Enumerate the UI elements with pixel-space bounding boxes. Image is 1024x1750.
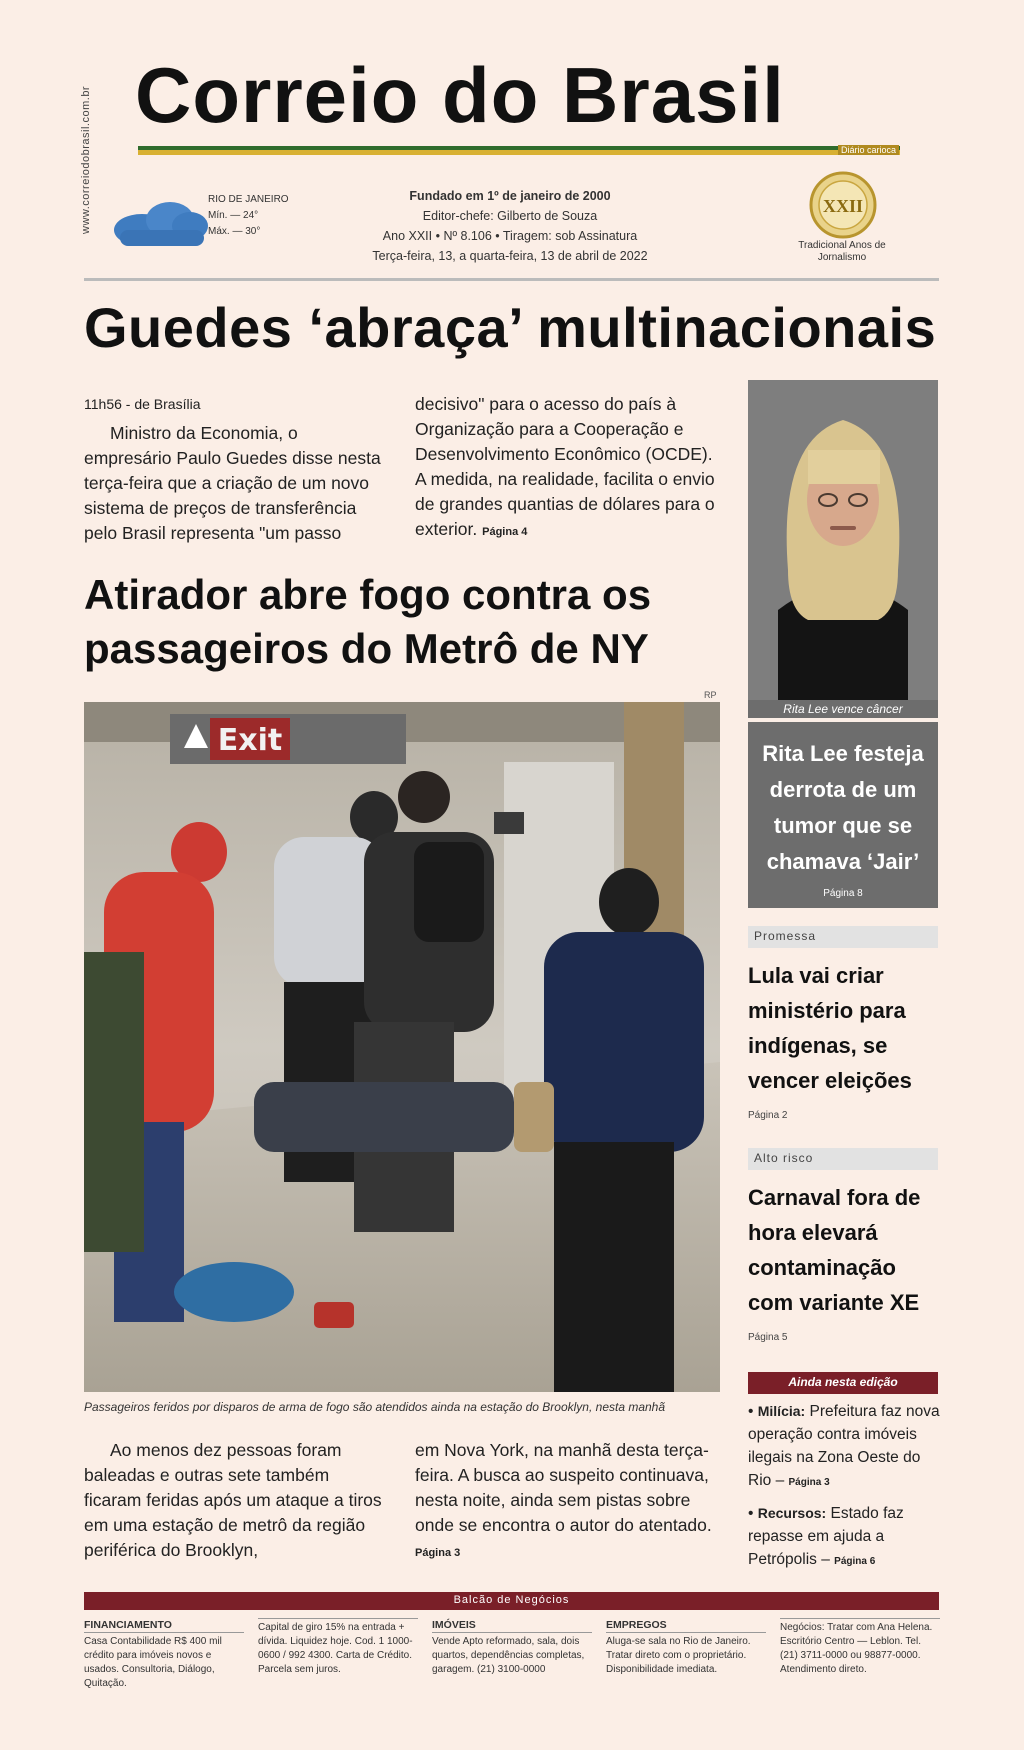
anniversary-seal-icon bbox=[808, 170, 878, 240]
logo-subtitle: Diário carioca bbox=[838, 145, 899, 155]
story2-page-tag[interactable]: Página 5 bbox=[748, 1332, 788, 1343]
edition-info bbox=[330, 186, 690, 266]
ainda-list bbox=[748, 1400, 940, 1581]
photo-credit: RP bbox=[704, 690, 717, 700]
date-line: Terça-feira, 13, a quarta-feira, 13 de abril de 2022 bbox=[372, 249, 648, 263]
weather-widget bbox=[112, 192, 292, 252]
rita-lee-portrait[interactable] bbox=[748, 380, 938, 710]
classified-body: Casa Contabilidade R$ 400 mil crédito para imóveis novos e usados. Consultoria, Diálogo, Quitação. bbox=[84, 1636, 222, 1689]
classified-heading: EMPREGOS bbox=[606, 1618, 766, 1633]
story1-headline[interactable]: Lula vai criar ministério para indígenas, se vencer eleições bbox=[748, 963, 912, 1093]
logo-underline bbox=[138, 146, 900, 155]
ainda-item[interactable]: • Milícia: Prefeitura faz nova operação contra imóveis ilegais na Zona Oeste do Rio – Página 3 bbox=[748, 1403, 940, 1489]
metro-column-2 bbox=[415, 1438, 721, 1566]
photo-caption: Passageiros feridos por disparos de arma de fogo são atendidos ainda na estação do Brooklyn, nesta manhã bbox=[84, 1400, 666, 1414]
exit-sign-text: Exit bbox=[217, 723, 283, 758]
seal-text: XXII bbox=[822, 196, 864, 216]
edition-line: Ano XXII • Nº 8.106 • Tiragem: sob Assinatura bbox=[382, 229, 638, 243]
lead-headline[interactable]: Guedes ‘abraça’ multinacionais bbox=[84, 296, 937, 359]
classified-column bbox=[432, 1618, 592, 1677]
ainda-item-text: Estado faz repasse em ajuda a Petrópolis bbox=[748, 1505, 904, 1568]
lead-text-1: Ministro da Economia, o empresário Paulo Guedes disse nesta terça-feira que a criação de um novo sistema de preços de transferência pelo Brasil representa "um passo bbox=[84, 423, 381, 543]
lead-text-2: decisivo" para o acesso do país à Organização para a Cooperação e Desenvolvimento Econômico (OCDE). A medida, na realidade, facilita o envio de grandes quantias de dólares para o exterior. bbox=[415, 394, 715, 539]
classified-column bbox=[606, 1618, 766, 1677]
masthead-url[interactable]: www.correiodobrasil.com.br bbox=[80, 85, 92, 235]
editor-line: Editor-chefe: Gilberto de Souza bbox=[422, 209, 598, 223]
classified-heading: IMÓVEIS bbox=[432, 1618, 592, 1633]
newspaper-logo: Correio do Brasil bbox=[135, 51, 785, 139]
rita-page-tag[interactable]: Página 8 bbox=[823, 888, 863, 899]
founded-line: Fundado em 1º de janeiro de 2000 bbox=[409, 189, 611, 203]
ainda-item-text: Prefeitura faz nova operação contra imóveis ilegais na Zona Oeste do Rio bbox=[748, 1403, 940, 1489]
ainda-item-kicker: Recursos: bbox=[757, 1505, 827, 1521]
classifieds-bar: Balcão de Negócios bbox=[84, 1592, 939, 1610]
story1-label: Promessa bbox=[748, 926, 938, 948]
ainda-item-page: Página 3 bbox=[788, 1477, 830, 1488]
weather-min: Mín. — 24° bbox=[208, 210, 259, 221]
weather-max: Máx. — 30° bbox=[208, 226, 261, 237]
metro-headline[interactable]: Atirador abre fogo contra os passageiros do Metrô de NY bbox=[84, 571, 652, 672]
classified-heading: FINANCIAMENTO bbox=[84, 1618, 244, 1633]
rita-story-box[interactable] bbox=[748, 722, 938, 908]
classified-heading bbox=[780, 1618, 940, 1619]
classified-column bbox=[258, 1618, 418, 1677]
metro-text-1: Ao menos dez pessoas foram baleadas e outras sete também ficaram feridas após um ataque a tiros em uma estação de metrô da região periférica do Brooklyn, bbox=[84, 1440, 382, 1560]
story2-label: Alto risco bbox=[748, 1148, 938, 1170]
subway-photo[interactable] bbox=[84, 702, 720, 1392]
lead-page-tag[interactable]: Página 4 bbox=[482, 526, 528, 538]
story1-page-tag[interactable]: Página 2 bbox=[748, 1110, 788, 1121]
ainda-item-page: Página 6 bbox=[834, 1556, 876, 1567]
metro-page-tag[interactable]: Página 3 bbox=[415, 1547, 461, 1559]
metro-column-1 bbox=[84, 1438, 390, 1563]
lead-column-1 bbox=[84, 392, 390, 546]
metro-text-2: em Nova York, na manhã desta terça-feira. A busca ao suspeito continuava, nesta noite, ainda sem pistas sobre onde se encontra o autor do atentado. bbox=[415, 1440, 712, 1535]
rita-headline[interactable]: Rita Lee festeja derrota de um tumor que se chamava ‘Jair’ bbox=[762, 741, 924, 874]
masthead-divider bbox=[84, 278, 939, 281]
exit-sign bbox=[170, 714, 406, 764]
ainda-item[interactable]: • Recursos: Estado faz repasse em ajuda a Petrópolis – Página 6 bbox=[748, 1505, 904, 1568]
classified-body: Vende Apto reformado, sala, dois quartos, dependências completas, garagem. (21) 3100-0000 bbox=[432, 1636, 585, 1675]
portrait-caption: Rita Lee vence câncer bbox=[748, 700, 938, 718]
ainda-item-kicker: Milícia: bbox=[757, 1403, 806, 1419]
classified-column bbox=[84, 1618, 244, 1691]
cloud-icon bbox=[112, 198, 212, 248]
lead-column-2 bbox=[415, 392, 721, 545]
story2-headline[interactable]: Carnaval fora de hora elevará contaminação com variante XE bbox=[748, 1185, 921, 1315]
seal-caption: Tradicional Anos de Jornalismo bbox=[798, 240, 886, 263]
ainda-nesta-edicao-label: Ainda nesta edição bbox=[748, 1372, 938, 1394]
weather-city: RIO DE JANEIRO bbox=[208, 194, 289, 205]
classified-heading bbox=[258, 1618, 418, 1619]
classified-body: Aluga-se sala no Rio de Janeiro. Tratar direto com o proprietário. Disponibilidade imediata. bbox=[606, 1636, 751, 1675]
lead-dateline: 11h56 - de Brasília bbox=[84, 396, 201, 412]
classified-body: Negócios: Tratar com Ana Helena. Escritório Centro — Leblon. Tel. (21) 3711-0000 ou 98877-0000. Atendimento direto. bbox=[780, 1622, 933, 1675]
classified-column bbox=[780, 1618, 940, 1677]
classified-body: Capital de giro 15% na entrada + dívida. Liquidez hoje. Cod. 1 1000-0600 / 992 4300. Carta de Crédito. Parcela sem juros. bbox=[258, 1622, 413, 1675]
